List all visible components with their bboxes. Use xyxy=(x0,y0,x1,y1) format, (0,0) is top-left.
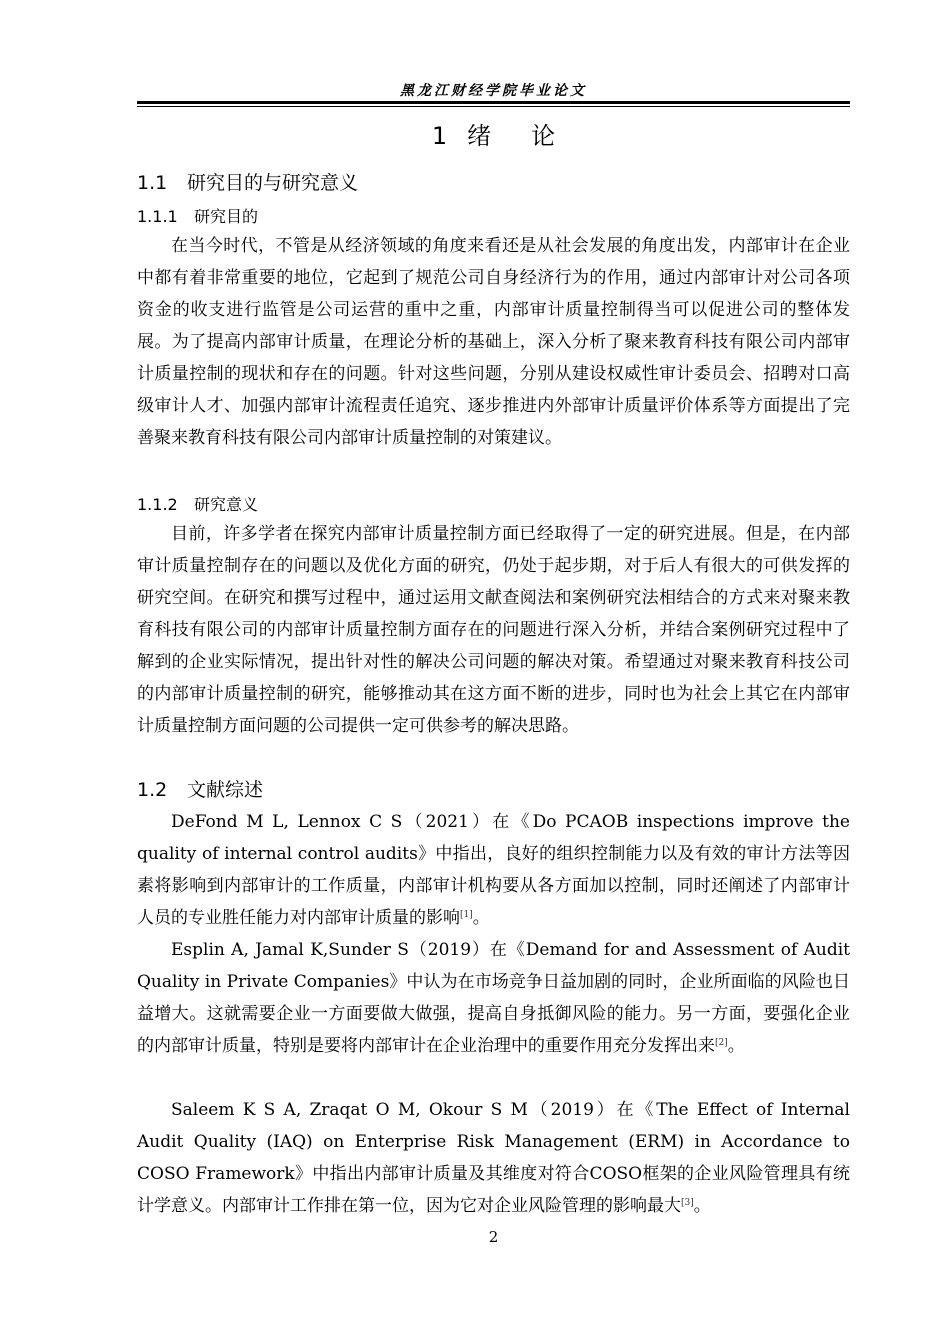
chapter-title-char-2: 论 xyxy=(531,122,556,150)
sentence-end: 。 xyxy=(693,1196,711,1216)
literature-text: DeFond M L, Lennox C S（2021）在《Do PCAOB inspections improve the quality of internal control audits》中指出，良好的组织控制能力以及有效的审计方法等因素将影响到内部审计的工作质量，内部审计机构要从各方面加以控制，同时还阐述了内部审计人员的专业胜任能力对内部审计质量的影响 xyxy=(137,812,850,928)
subsection-heading-1-1-2 xyxy=(137,492,258,515)
citation-ref: [1] xyxy=(460,910,473,920)
citation-ref: [2] xyxy=(715,1038,728,1048)
chapter-title xyxy=(137,116,850,151)
subsection-number: 1.1.2 xyxy=(137,495,178,514)
subsection-number: 1.1.1 xyxy=(137,207,178,226)
paragraph-research-significance: 目前，许多学者在探究内部审计质量控制方面已经取得了一定的研究进展。但是，在内部审计质量控制存在的问题以及优化方面的研究，仍处于起步期，对于后人有很大的可供发挥的研究空间。在研究和撰写过程中，通过运用文献查阅法和案例研究法相结合的方式来对聚来教育科技有限公司的内部审计质量控制方面存在的问题进行深入分析，并结合案例研究过程中了解到的企业实际情况，提出针对性的解决公司问题的解决对策。希望通过对聚来教育科技公司的内部审计质量控制的研究，能够推动其在这方面不断的进步，同时也为社会上其它在内部审计质量控制方面问题的公司提供一定可供参考的解决思路。 xyxy=(137,524,850,736)
section-number: 1.1 xyxy=(137,172,168,194)
subsection-title: 研究目的 xyxy=(194,207,259,226)
paragraph-research-purpose: 在当今时代，不管是从经济领域的角度来看还是从社会发展的角度出发，内部审计在企业中都有着非常重要的地位，它起到了规范公司自身经济行为的作用，通过内部审计对公司各项资金的收支进行监管是公司运营的重中之重，内部审计质量控制得当可以促进公司的整体发展。为了提高内部审计质量，在理论分析的基础上，深入分析了聚来教育科技有限公司内部审计质量控制的现状和存在的问题。针对这些问题，分别从建设权威性审计委员会、招聘对口高级审计人才、加强内部审计流程责任追究、逐步推进内外部审计质量评价体系等方面提出了完善聚来教育科技有限公司内部审计质量控制的对策建议。 xyxy=(137,236,850,448)
subsection-heading-1-1-1 xyxy=(137,204,258,227)
section-title: 研究目的与研究意义 xyxy=(187,172,359,194)
subsection-title: 研究意义 xyxy=(194,495,259,514)
citation-ref: [3] xyxy=(681,1198,694,1208)
running-header: 黑龙江财经学院毕业论文 xyxy=(400,83,587,99)
sentence-end: 。 xyxy=(472,908,490,928)
section-heading-1-1 xyxy=(137,168,358,195)
chapter-title-char-1: 绪 xyxy=(467,122,492,150)
paragraph-literature-2 xyxy=(137,934,850,1062)
literature-text: Saleem K S A, Zraqat O M, Okour S M（2019）在《The Effect of Internal Audit Quality (IAQ) on Enterprise Risk Management (ERM) in Accordance to COSO Framework》中指出内部审计质量及其维度对符合COSO框架的企业风险管理具有统计学意义。内部审计工作排在第一位，因为它对企业风险管理的影响最大 xyxy=(137,1100,850,1216)
sentence-end: 。 xyxy=(727,1036,745,1056)
paragraph-literature-1 xyxy=(137,806,850,934)
chapter-number: 1 xyxy=(431,122,448,150)
paragraph-literature-3 xyxy=(137,1094,850,1222)
header-rule-thick xyxy=(137,101,850,104)
section-number: 1.2 xyxy=(137,779,168,801)
literature-text: Esplin A, Jamal K,Sunder S（2019）在《Demand for and Assessment of Audit Quality in Private Companies》中认为在市场竞争日益加剧的同时，企业所面临的风险也日益增大。这就需要企业一方面要做大做强，提高自身抵御风险的能力。另一方面，要强化企业的内部审计质量，特别是要将内部审计在企业治理中的重要作用充分发挥出来 xyxy=(137,940,850,1056)
header-rule-thin xyxy=(137,106,850,107)
page-number: 2 xyxy=(488,1228,499,1246)
section-heading-1-2 xyxy=(137,775,263,802)
section-title: 文献综述 xyxy=(187,779,264,801)
